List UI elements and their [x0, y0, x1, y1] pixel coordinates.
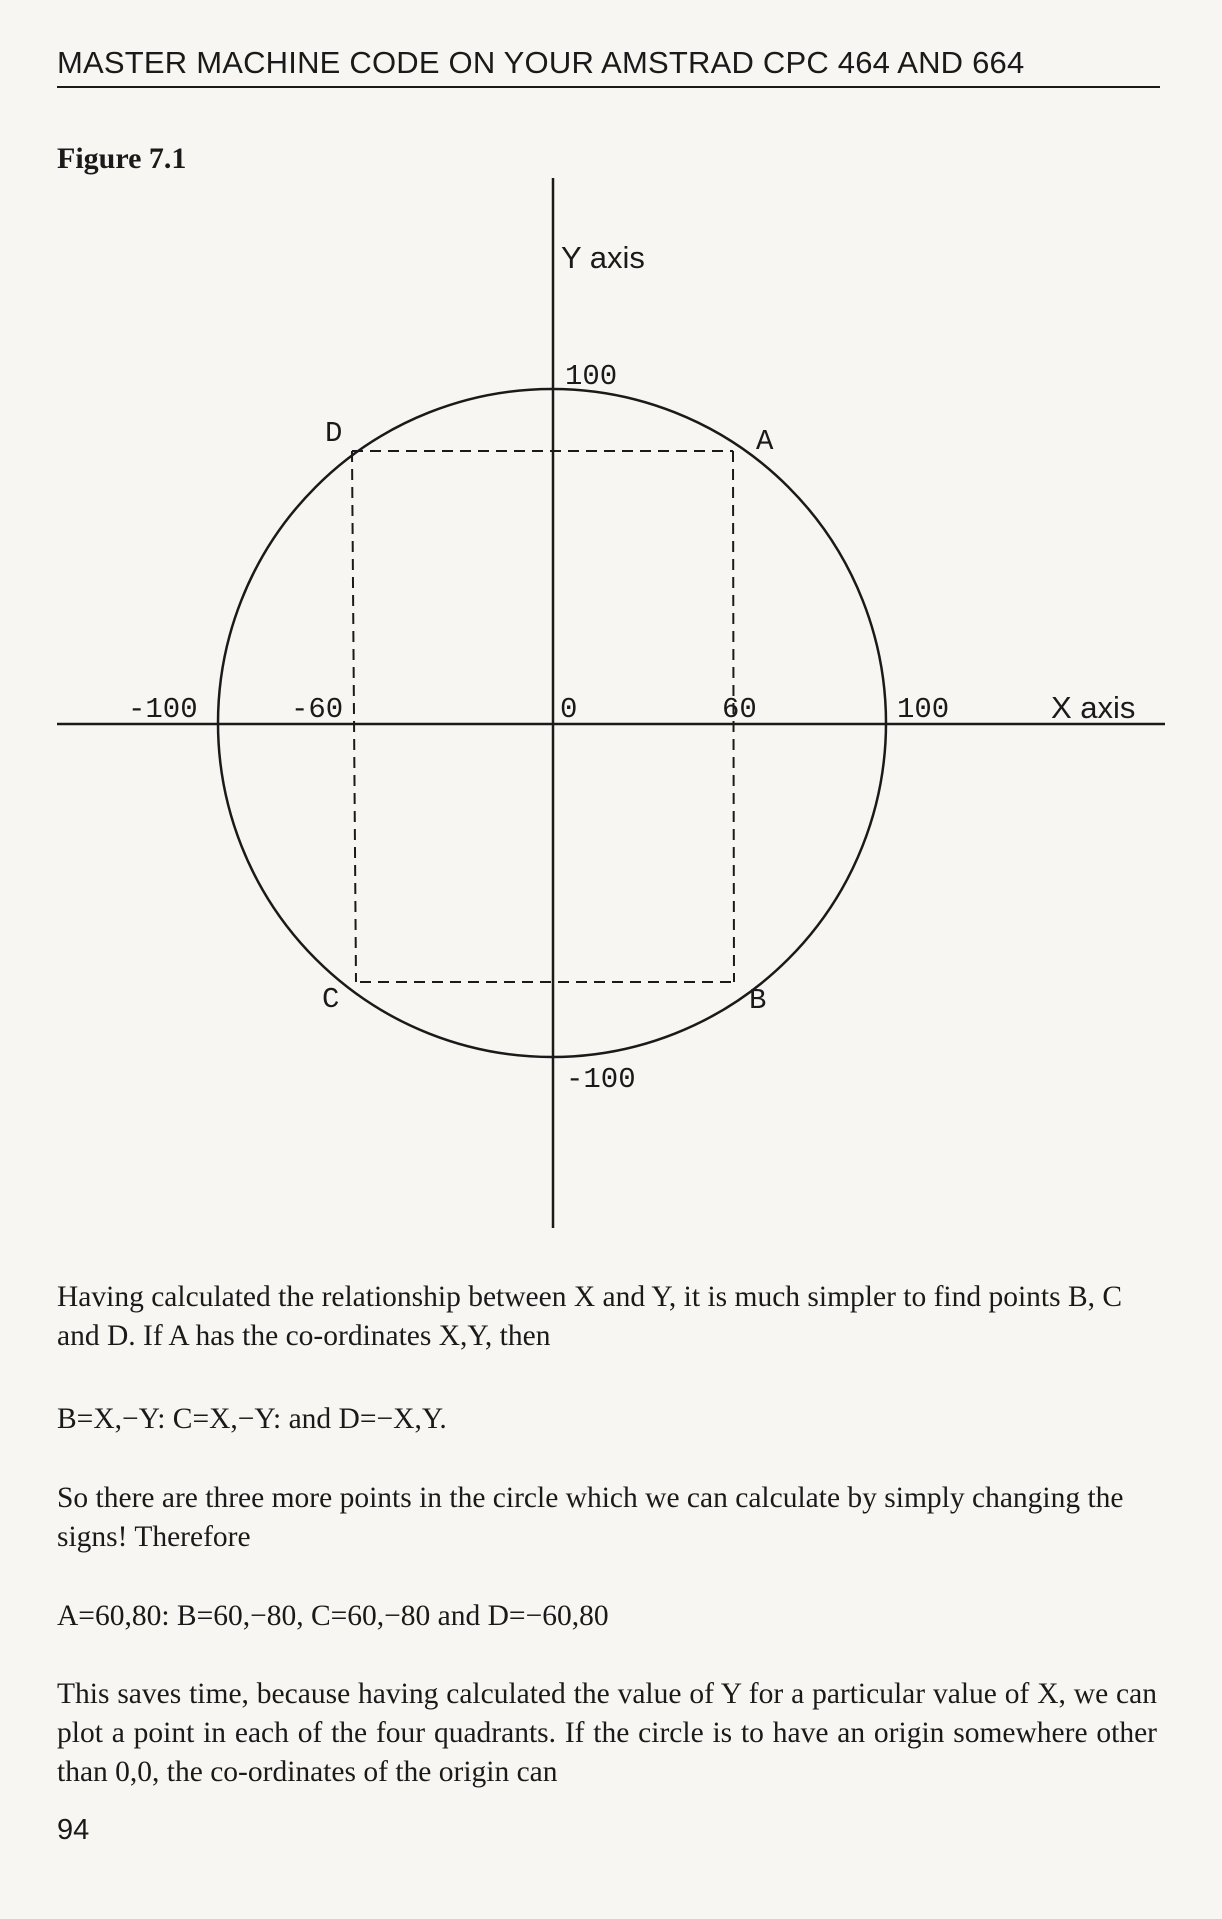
tick-label-origin: 0	[560, 693, 578, 726]
y-axis-label: Y axis	[561, 240, 645, 275]
equation-coordinates: B=X,−Y: C=X,−Y: and D=−X,Y.	[57, 1403, 447, 1435]
point-label-c: C	[322, 983, 340, 1016]
tick-label-x-60: 60	[722, 693, 757, 726]
paragraph-saves-time: This saves time, because having calculated the value of Y for a particular value of X, we can plot a point in each of the four quadrants. If the circle is to have an origin somewhere other than 0,0, the co-ordinates of the origin can	[57, 1678, 1157, 1788]
paragraph-three-points: So there are three more points in the circle which we can calculate by simply changing the signs! Therefore	[57, 1482, 1124, 1553]
point-label-b: B	[749, 984, 767, 1017]
tick-label-y-neg100: -100	[566, 1063, 636, 1096]
tick-label-y-100: 100	[565, 360, 618, 393]
x-axis-label: X axis	[1051, 690, 1136, 725]
point-label-a: A	[756, 425, 774, 458]
point-label-d: D	[325, 417, 343, 450]
tick-label-x-neg60: -60	[291, 693, 344, 726]
figure-label: Figure 7.1	[57, 142, 187, 175]
running-header: MASTER MACHINE CODE ON YOUR AMSTRAD CPC 464 AND 664	[57, 47, 1160, 88]
paragraph-relationship: Having calculated the relationship between X and Y, it is much simpler to find points B, C and D. If A has the co-ordinates X,Y, then	[57, 1281, 1123, 1352]
dashed-line-d-c	[352, 451, 356, 982]
tick-label-x-100: 100	[897, 693, 950, 726]
tick-label-x-neg100: -100	[128, 693, 198, 726]
page-number: 94	[57, 1814, 90, 1846]
equation-values: A=60,80: B=60,−80, C=60,−80 and D=−60,80	[57, 1600, 609, 1632]
